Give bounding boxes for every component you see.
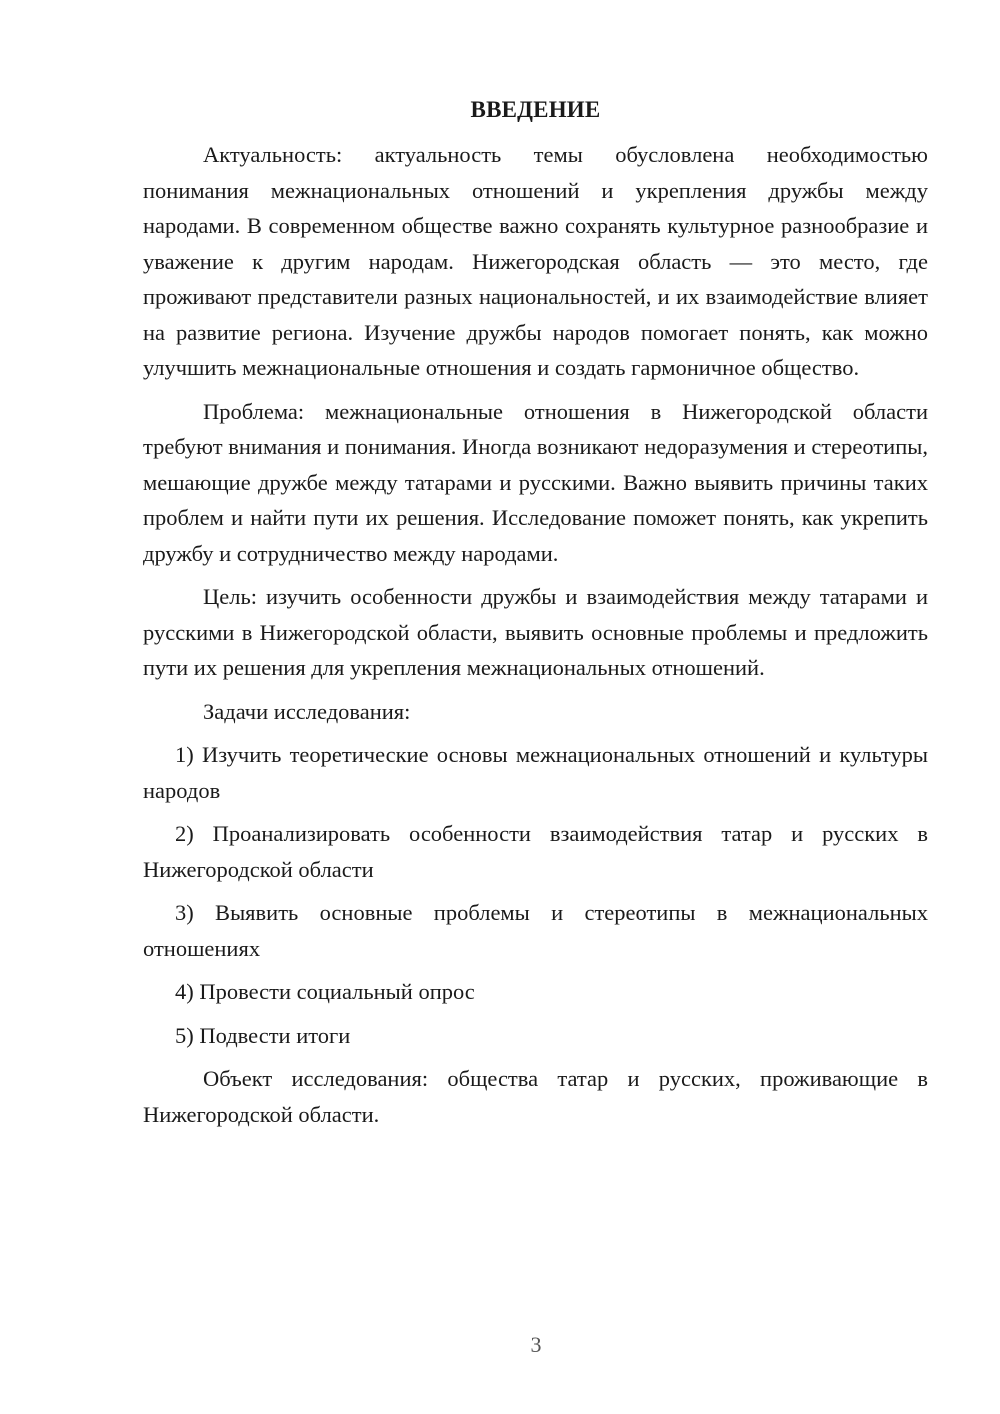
task-item: 5) Подвести итоги — [175, 1022, 351, 1048]
paragraph-relevance: Актуальность: актуальность темы обусловлена необходимостью понимания межнациональных отношений и укрепления дружбы между народами. В современном обществе важно сохранять культурное разнообразие и уважение к другим народам. Нижегородская область — это место, где проживают представители разных национальностей, и их взаимодействие влияет на развитие региона. Изучение дружбы народов помогает понять, как можно улучшить межнациональные отношения и создать гармоничное общество. — [143, 142, 928, 380]
tasks-heading: Задачи исследования: — [203, 698, 411, 724]
document-page — [143, 92, 928, 1132]
page-number: 3 — [530, 1332, 542, 1357]
paragraph-object: Объект исследования: общества татар и русских, проживающие в Нижегородской области. — [143, 1066, 928, 1127]
paragraph-problem: Проблема: межнациональные отношения в Нижегородской области требуют внимания и понимания. Иногда возникают недоразумения и стереотипы, мешающие дружбе между татарами и русскими. Важно выявить причины таких проблем и найти пути их решения. Исследование поможет понять, как укрепить дружбу и сотрудничество между народами. — [143, 398, 928, 566]
task-item: 2) Проанализировать особенности взаимодействия татар и русских в Нижегородской области — [143, 821, 928, 882]
page-title: ВВЕДЕНИЕ — [470, 97, 601, 122]
task-item: 4) Провести социальный опрос — [175, 979, 475, 1004]
task-item: 1) Изучить теоретические основы межнациональных отношений и культуры народов — [143, 742, 928, 803]
paragraph-goal: Цель: изучить особенности дружбы и взаимодействия между татарами и русскими в Нижегородской области, выявить основные проблемы и предложить пути их решения для укрепления межнациональных отношений. — [143, 584, 928, 680]
task-item: 3) Выявить основные проблемы и стереотипы в межнациональных отношениях — [143, 900, 928, 961]
